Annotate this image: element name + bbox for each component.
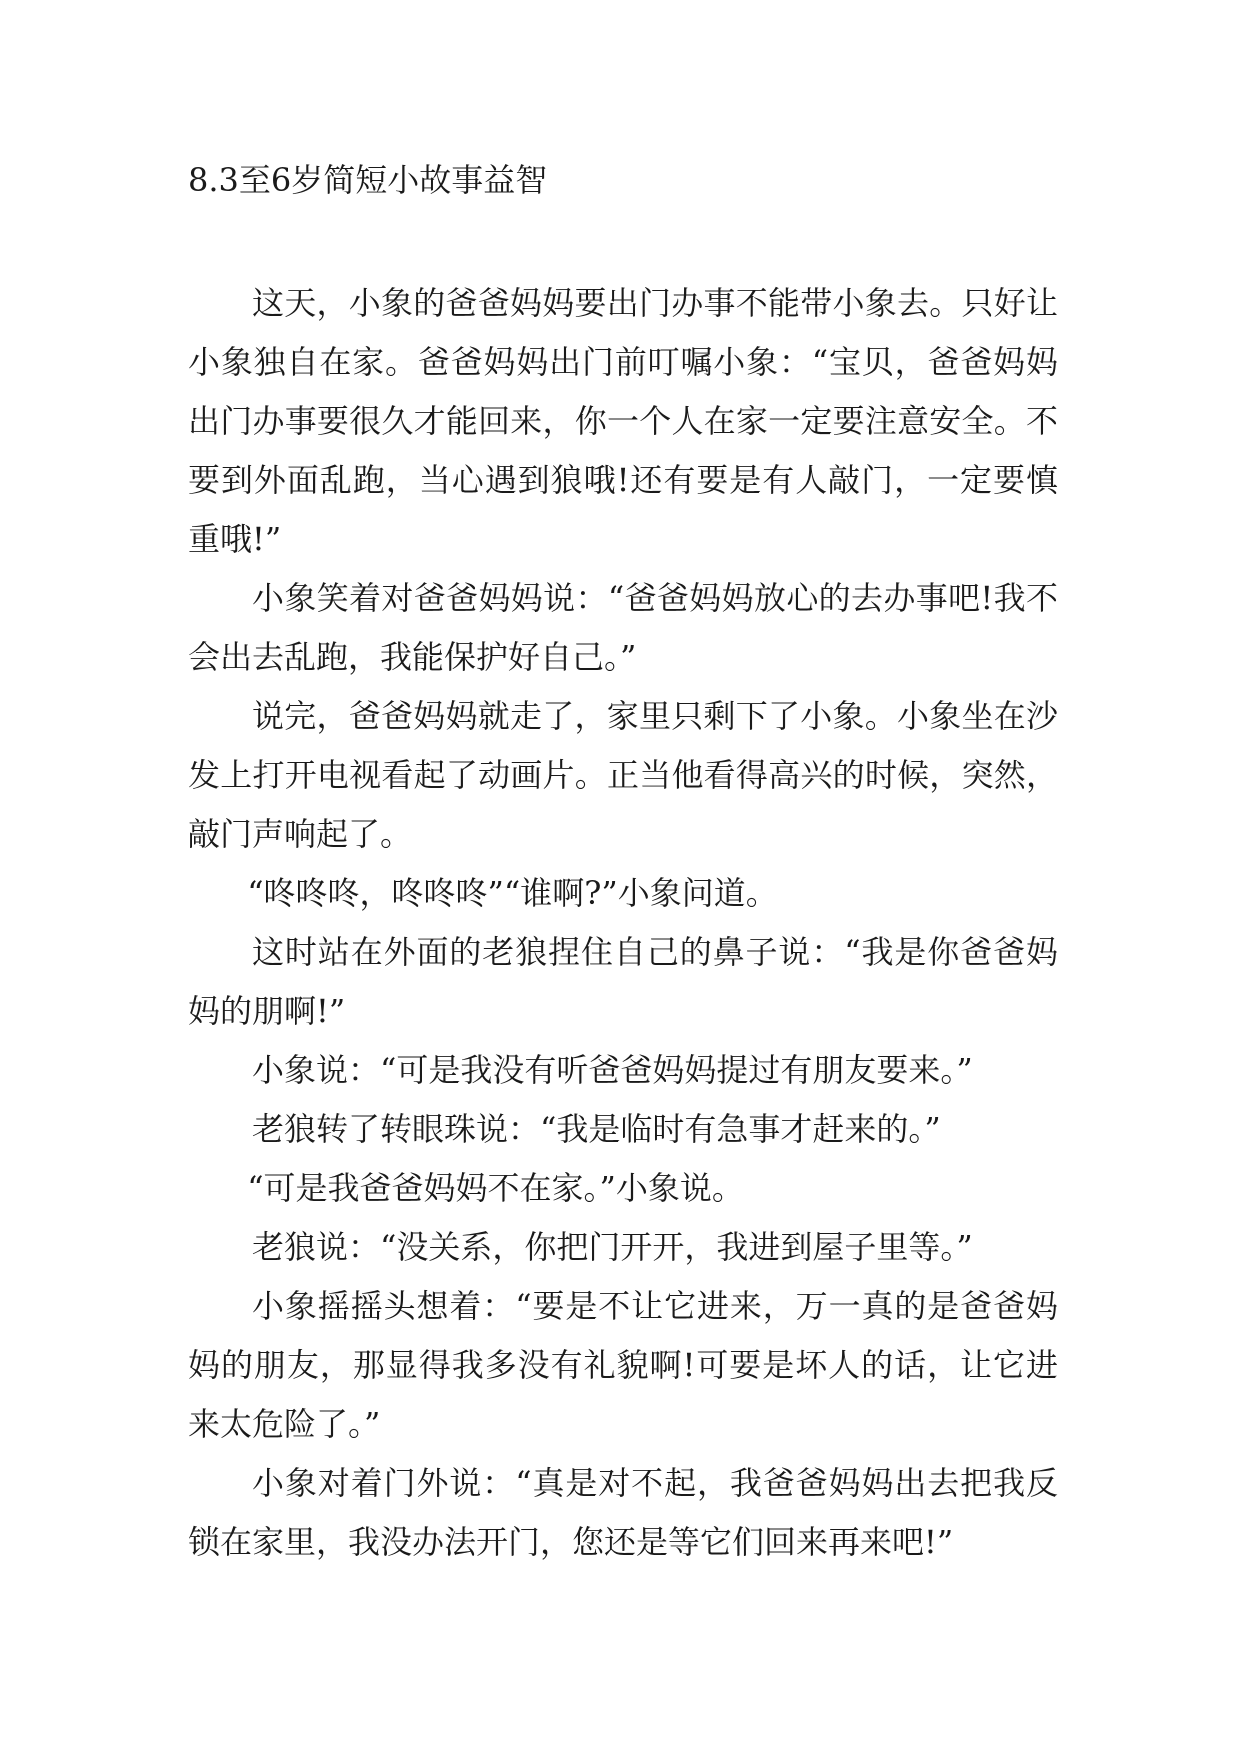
story-body	[188, 274, 1058, 1572]
paragraph-9: 老狼说：“没关系，你把门开开，我进到屋子里等。”	[252, 1228, 973, 1266]
paragraph-5: 这时站在外面的老狼捏住自己的鼻子说：“我是你爸爸妈妈的朋啊!”	[188, 933, 1058, 1030]
paragraph-3: 说完，爸爸妈妈就走了，家里只剩下了小象。小象坐在沙发上打开电视看起了动画片。正当他看得高兴的时候，突然，敲门声响起了。	[188, 697, 1058, 853]
paragraph-1: 这天，小象的爸爸妈妈要出门办事不能带小象去。只好让小象独自在家。爸爸妈妈出门前叮嘱小象：“宝贝，爸爸妈妈出门办事要很久才能回来，你一个人在家一定要注意安全。不要到外面乱跑，当心遇到狼哦!还有要是有人敲门，一定要慎重哦!”	[188, 284, 1058, 558]
paragraph-2: 小象笑着对爸爸妈妈说：“爸爸妈妈放心的去办事吧!我不会出去乱跑，我能保护好自己。”	[188, 579, 1058, 676]
paragraph-10: 小象摇摇头想着：“要是不让它进来，万一真的是爸爸妈妈的朋友，那显得我多没有礼貌啊!可要是坏人的话，让它进来太危险了。”	[188, 1287, 1058, 1443]
paragraph-4: “咚咚咚，咚咚咚”“谁啊?”小象问道。	[247, 874, 778, 912]
paragraph-8: “可是我爸爸妈妈不在家。”小象说。	[247, 1169, 744, 1207]
paragraph-6: 小象说：“可是我没有听爸爸妈妈提过有朋友要来。”	[252, 1051, 973, 1089]
document-title: 8.3至6岁简短小故事益智	[188, 161, 548, 199]
paragraph-7: 老狼转了转眼珠说：“我是临时有急事才赶来的。”	[252, 1110, 941, 1148]
paragraph-11: 小象对着门外说：“真是对不起，我爸爸妈妈出去把我反锁在家里，我没办法开门，您还是等它们回来再来吧!”	[188, 1464, 1058, 1561]
